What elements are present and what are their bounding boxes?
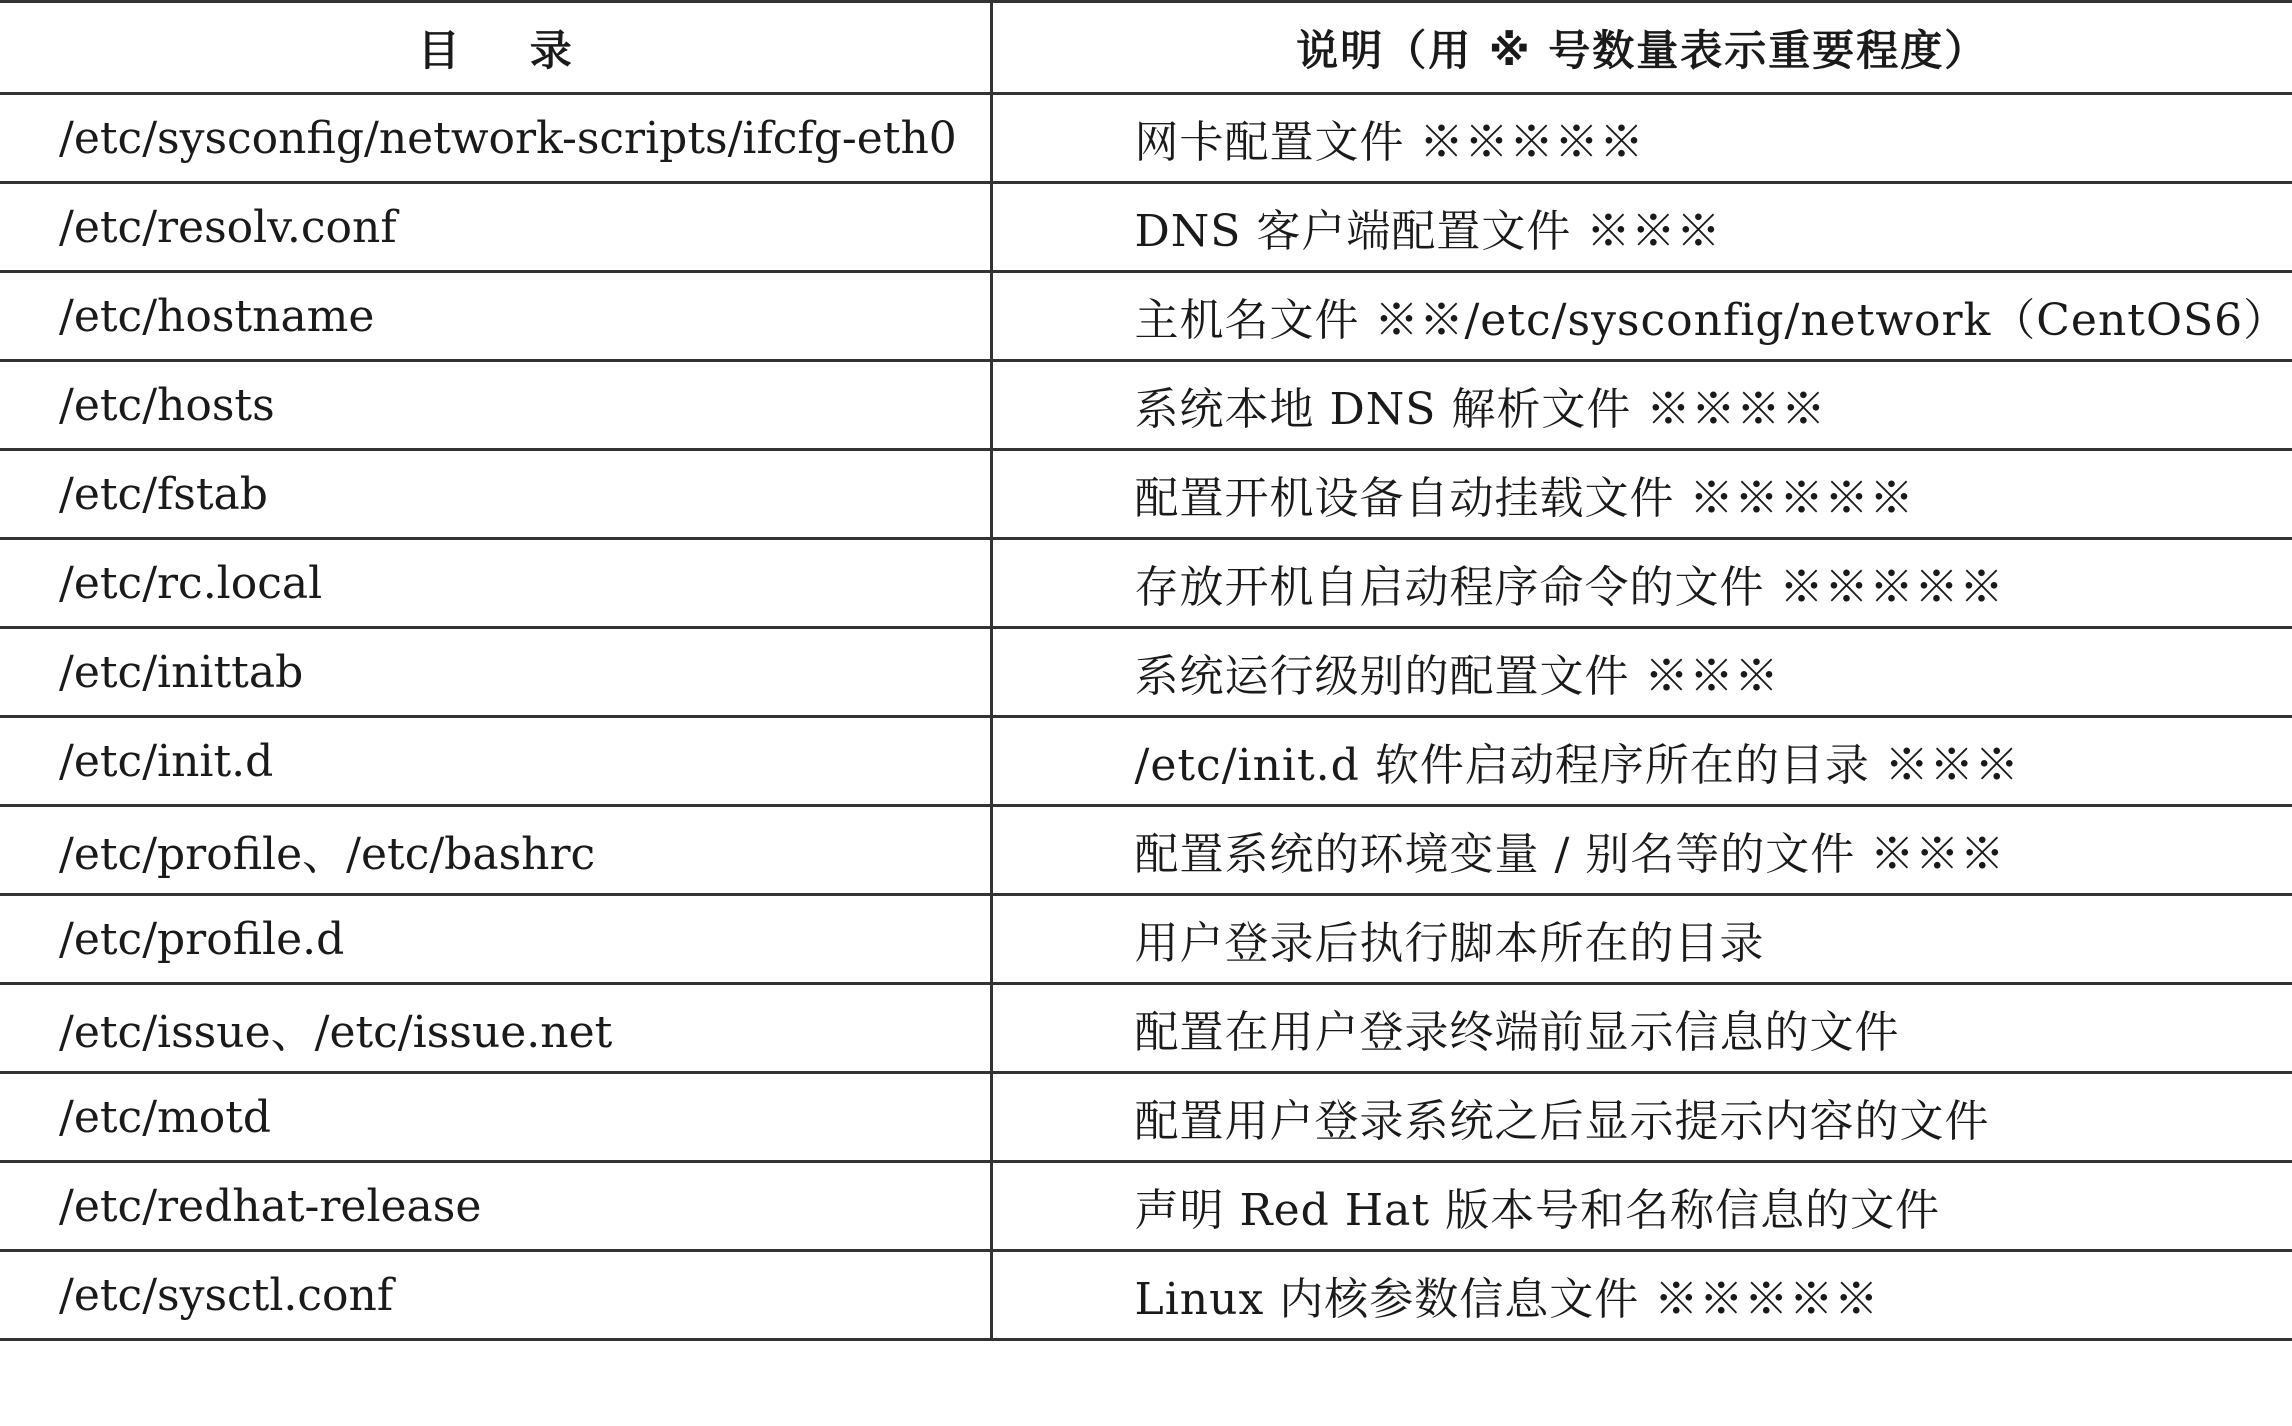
path-cell: /etc/issue、/etc/issue.net [0, 984, 991, 1073]
description-cell: 存放开机自启动程序命令的文件 ※※※※※ [991, 539, 2292, 628]
path-cell: /etc/hostname [0, 272, 991, 361]
column-header-directory: 目录 [0, 2, 991, 94]
table-row [0, 450, 2292, 539]
description-cell: 配置开机设备自动挂载文件 ※※※※※ [991, 450, 2292, 539]
description-cell: 配置系统的环境变量 / 别名等的文件 ※※※ [991, 806, 2292, 895]
column-header-description: 说明（用 ※ 号数量表示重要程度） [991, 2, 2292, 94]
path-cell: /etc/rc.local [0, 539, 991, 628]
description-cell: 系统本地 DNS 解析文件 ※※※※ [991, 361, 2292, 450]
table-row [0, 1073, 2292, 1162]
path-cell: /etc/init.d [0, 717, 991, 806]
table-row [0, 984, 2292, 1073]
table-row [0, 1251, 2292, 1340]
path-cell: /etc/resolv.conf [0, 183, 991, 272]
description-cell: /etc/init.d 软件启动程序所在的目录 ※※※ [991, 717, 2292, 806]
table-row [0, 361, 2292, 450]
description-cell: 用户登录后执行脚本所在的目录 [991, 895, 2292, 984]
path-cell: /etc/sysconfig/network-scripts/ifcfg-eth0 [0, 94, 991, 183]
path-cell: /etc/profile、/etc/bashrc [0, 806, 991, 895]
path-cell: /etc/redhat-release [0, 1162, 991, 1251]
path-cell: /etc/sysctl.conf [0, 1251, 991, 1340]
table-row [0, 806, 2292, 895]
description-cell: DNS 客户端配置文件 ※※※ [991, 183, 2292, 272]
table-body [0, 94, 2292, 1340]
description-cell: Linux 内核参数信息文件 ※※※※※ [991, 1251, 2292, 1340]
table-row [0, 539, 2292, 628]
table-row [0, 628, 2292, 717]
description-cell: 网卡配置文件 ※※※※※ [991, 94, 2292, 183]
table-header [0, 2, 2292, 94]
table-row [0, 1162, 2292, 1251]
table-row [0, 94, 2292, 183]
table-row [0, 717, 2292, 806]
description-cell: 配置在用户登录终端前显示信息的文件 [991, 984, 2292, 1073]
table-row [0, 272, 2292, 361]
description-cell: 声明 Red Hat 版本号和名称信息的文件 [991, 1162, 2292, 1251]
table-row [0, 895, 2292, 984]
path-cell: /etc/motd [0, 1073, 991, 1162]
path-cell: /etc/inittab [0, 628, 991, 717]
path-cell: /etc/fstab [0, 450, 991, 539]
description-cell: 主机名文件 ※※/etc/sysconfig/network（CentOS6） [991, 272, 2292, 361]
header-row [0, 2, 2292, 94]
description-cell: 系统运行级别的配置文件 ※※※ [991, 628, 2292, 717]
path-cell: /etc/hosts [0, 361, 991, 450]
path-cell: /etc/profile.d [0, 895, 991, 984]
table-row [0, 183, 2292, 272]
description-cell: 配置用户登录系统之后显示提示内容的文件 [991, 1073, 2292, 1162]
